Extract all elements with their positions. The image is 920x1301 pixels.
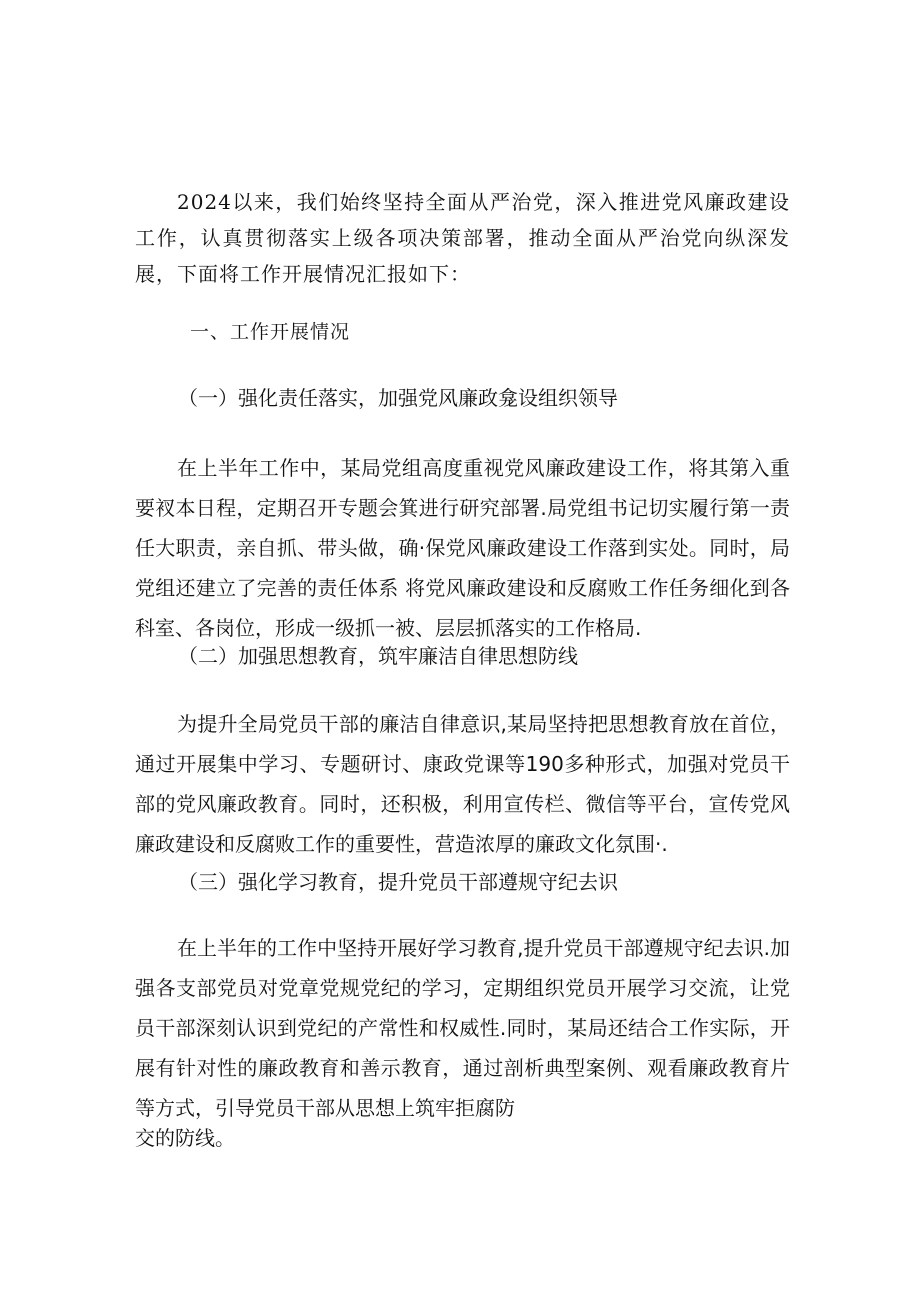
subsection-heading-1: （一）强化责任落实，加强党风廉政龛设组织领导 [178, 386, 618, 410]
subsection-heading-3: （三）强化学习教育，提升党员干部遵规守纪去识 [178, 870, 618, 894]
tail-line: 交的防线。 [135, 1126, 235, 1150]
subsection-body-2: 为提升全局党员干部的廉洁自律意识,某局坚持把思想教育放在首位，通过开展集中学习、专题研讨、康政党课等190多种形式，加强对党员干部的党风廉政教育。同时，还积极，利用宣传栏、微信等平台，宣传党风廉政建设和反腐败工作的重要性，营造浓厚的廉政文化氛围·. [135, 712, 790, 856]
section-title: 一、工作开展情况 [190, 321, 351, 343]
intro-paragraph: 2024以来，我们始终坚持全面从严治党，深入推进党风廉政建设工作，认真贯彻落实上级各项决策部署，推动全面从严治党向纵深发展，下面将工作开展情况汇报如下： [135, 190, 790, 286]
subsection-body-3: 在上半年的工作中坚持开展好学习教育,提升党员干部遵规守纪去识.加强各支部党员对党章党规党纪的学习，定期组织党员开展学习交流，让党员干部深刻认识到党纪的产常性和权威性.同时，某局还结合工作实际，开展有针对性的廉政教育和善示教育，通过剖析典型案例、观看廉政教育片等方式，引导党员干部从思想上筑牢拒腐防 [135, 936, 790, 1120]
subsection-body-1: 在上半年工作中，某局党组高度重视党风廉政建设工作，将其第入重要衩本日程，定期召开专题会箕进行研究部署.局党组书记切实履行第一责任大职责，亲自抓、带头做，确·保党风廉政建设工作落到实处。同时，局党组还建立了完善的责任体系 将党风廉政建设和反腐败工作任务细化到各科室、各岗位，形成一级抓一被、层层抓落实的工作格局. [135, 456, 790, 640]
subsection-heading-2: （二）加强思想教育，筑牢廉洁自律思想防线 [178, 644, 578, 668]
